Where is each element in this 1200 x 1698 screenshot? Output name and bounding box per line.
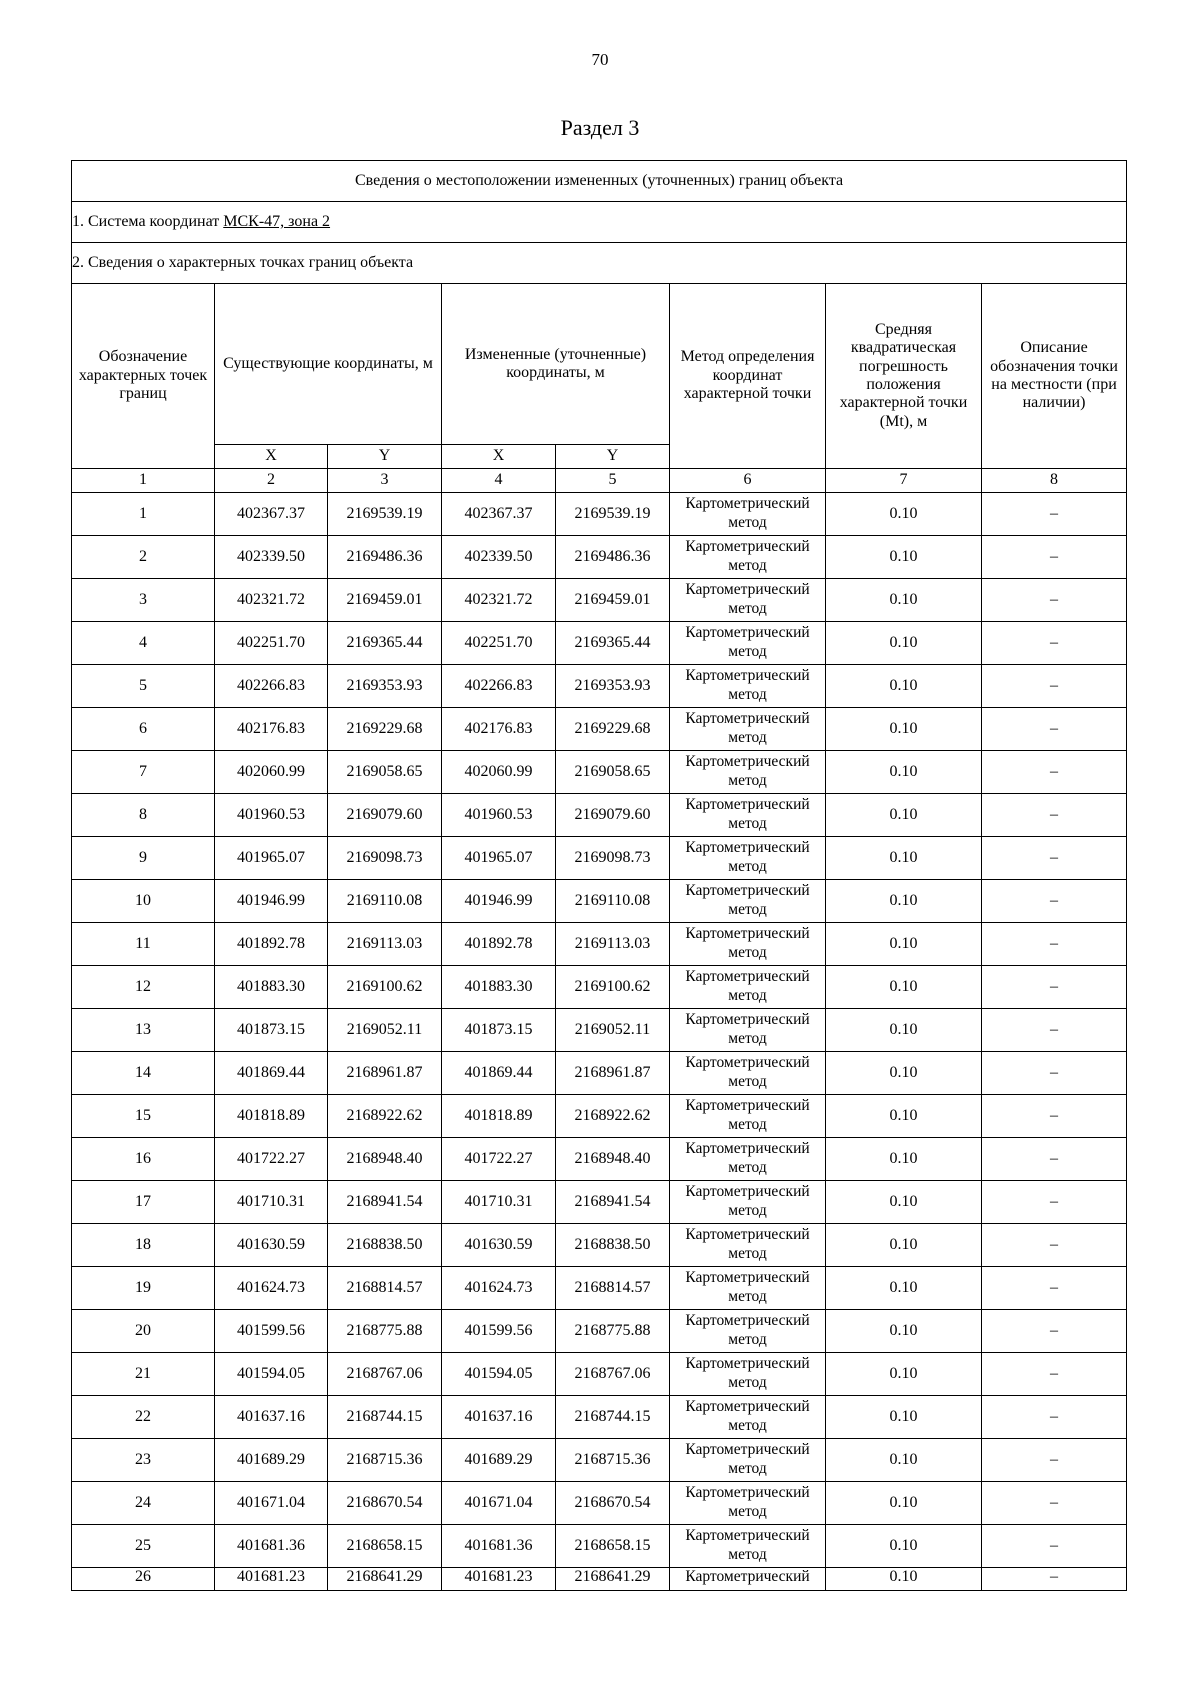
- existing-x-cell: 401671.04: [215, 1482, 328, 1525]
- existing-y-cell: 2169079.60: [328, 794, 442, 837]
- description-cell: –: [982, 1181, 1127, 1224]
- method-cell: Картометрический метод: [670, 1396, 826, 1439]
- description-cell: –: [982, 1482, 1127, 1525]
- method-cell: Картометрический метод: [670, 493, 826, 536]
- changed-x-cell: 401671.04: [442, 1482, 556, 1525]
- method-cell: Картометрический метод: [670, 1095, 826, 1138]
- changed-x-cell: 401681.23: [442, 1568, 556, 1591]
- changed-y-cell: 2169058.65: [556, 751, 670, 794]
- existing-x-cell: 402251.70: [215, 622, 328, 665]
- header-existing-y: Y: [328, 445, 442, 469]
- existing-y-cell: 2168814.57: [328, 1267, 442, 1310]
- changed-y-cell: 2168658.15: [556, 1525, 670, 1568]
- method-cell: Картометрический метод: [670, 665, 826, 708]
- changed-y-cell: 2169353.93: [556, 665, 670, 708]
- existing-x-cell: 401873.15: [215, 1009, 328, 1052]
- header-changed-x: X: [442, 445, 556, 469]
- existing-x-cell: 402339.50: [215, 536, 328, 579]
- description-cell: –: [982, 622, 1127, 665]
- point-number-cell: 7: [72, 751, 215, 794]
- existing-x-cell: 401710.31: [215, 1181, 328, 1224]
- changed-y-cell: 2168961.87: [556, 1052, 670, 1095]
- table-row: [72, 923, 1127, 966]
- header-existing-coords: Существующие координаты, м: [215, 284, 442, 445]
- existing-x-cell: 401892.78: [215, 923, 328, 966]
- changed-x-cell: 401965.07: [442, 837, 556, 880]
- table-row: [72, 536, 1127, 579]
- existing-y-cell: 2168941.54: [328, 1181, 442, 1224]
- existing-y-cell: 2168715.36: [328, 1439, 442, 1482]
- existing-y-cell: 2168838.50: [328, 1224, 442, 1267]
- table-row: [72, 1396, 1127, 1439]
- mean-error-cell: 0.10: [826, 708, 982, 751]
- changed-y-cell: 2168814.57: [556, 1267, 670, 1310]
- description-cell: –: [982, 1138, 1127, 1181]
- existing-x-cell: 401689.29: [215, 1439, 328, 1482]
- header-description: Описание обозначения точки на местности (при наличии): [982, 284, 1127, 469]
- mean-error-cell: 0.10: [826, 1310, 982, 1353]
- changed-x-cell: 401637.16: [442, 1396, 556, 1439]
- existing-x-cell: 401637.16: [215, 1396, 328, 1439]
- mean-error-cell: 0.10: [826, 1525, 982, 1568]
- mean-error-cell: 0.10: [826, 1224, 982, 1267]
- column-number: 6: [670, 469, 826, 493]
- table-row: [72, 1310, 1127, 1353]
- point-number-cell: 6: [72, 708, 215, 751]
- method-cell: Картометрический метод: [670, 1138, 826, 1181]
- mean-error-cell: 0.10: [826, 493, 982, 536]
- mean-error-cell: 0.10: [826, 1181, 982, 1224]
- existing-x-cell: 402176.83: [215, 708, 328, 751]
- mean-error-cell: 0.10: [826, 751, 982, 794]
- table-row: [72, 751, 1127, 794]
- method-cell: Картометрический метод: [670, 1181, 826, 1224]
- existing-y-cell: 2169459.01: [328, 579, 442, 622]
- table-row: [72, 880, 1127, 923]
- mean-error-cell: 0.10: [826, 1138, 982, 1181]
- changed-x-cell: 401681.36: [442, 1525, 556, 1568]
- method-cell: Картометрический метод: [670, 622, 826, 665]
- changed-y-cell: 2168775.88: [556, 1310, 670, 1353]
- changed-y-cell: 2169100.62: [556, 966, 670, 1009]
- mean-error-cell: 0.10: [826, 579, 982, 622]
- point-number-cell: 2: [72, 536, 215, 579]
- table-row: [72, 665, 1127, 708]
- mean-error-cell: 0.10: [826, 536, 982, 579]
- existing-y-cell: 2169052.11: [328, 1009, 442, 1052]
- method-cell: Картометрический метод: [670, 1439, 826, 1482]
- existing-x-cell: 401681.36: [215, 1525, 328, 1568]
- mean-error-cell: 0.10: [826, 665, 982, 708]
- existing-x-cell: 402321.72: [215, 579, 328, 622]
- column-number: 8: [982, 469, 1127, 493]
- existing-y-cell: 2168658.15: [328, 1525, 442, 1568]
- point-number-cell: 20: [72, 1310, 215, 1353]
- changed-y-cell: 2169459.01: [556, 579, 670, 622]
- method-cell: Картометрический метод: [670, 1482, 826, 1525]
- description-cell: –: [982, 1439, 1127, 1482]
- changed-x-cell: 401710.31: [442, 1181, 556, 1224]
- existing-x-cell: 401965.07: [215, 837, 328, 880]
- existing-x-cell: 401722.27: [215, 1138, 328, 1181]
- changed-x-cell: 402321.72: [442, 579, 556, 622]
- changed-x-cell: 402339.50: [442, 536, 556, 579]
- description-cell: –: [982, 1525, 1127, 1568]
- mean-error-cell: 0.10: [826, 622, 982, 665]
- changed-x-cell: 402266.83: [442, 665, 556, 708]
- changed-y-cell: 2169113.03: [556, 923, 670, 966]
- table-row: [72, 794, 1127, 837]
- changed-y-cell: 2168941.54: [556, 1181, 670, 1224]
- description-cell: –: [982, 1267, 1127, 1310]
- existing-y-cell: 2169113.03: [328, 923, 442, 966]
- description-cell: –: [982, 837, 1127, 880]
- existing-y-cell: 2169058.65: [328, 751, 442, 794]
- existing-y-cell: 2169098.73: [328, 837, 442, 880]
- method-cell: Картометрический метод: [670, 1353, 826, 1396]
- point-number-cell: 8: [72, 794, 215, 837]
- changed-y-cell: 2168922.62: [556, 1095, 670, 1138]
- method-cell: Картометрический метод: [670, 837, 826, 880]
- point-number-cell: 24: [72, 1482, 215, 1525]
- existing-y-cell: 2168744.15: [328, 1396, 442, 1439]
- method-cell: Картометрический метод: [670, 1267, 826, 1310]
- description-cell: –: [982, 579, 1127, 622]
- point-number-cell: 16: [72, 1138, 215, 1181]
- table-row: [72, 1181, 1127, 1224]
- column-number: 1: [72, 469, 215, 493]
- changed-y-cell: 2168715.36: [556, 1439, 670, 1482]
- changed-x-cell: 401869.44: [442, 1052, 556, 1095]
- method-cell: Картометрический метод: [670, 1052, 826, 1095]
- table-row: [72, 1525, 1127, 1568]
- changed-x-cell: 401624.73: [442, 1267, 556, 1310]
- changed-x-cell: 401630.59: [442, 1224, 556, 1267]
- coordinate-system-value: МСК-47, зона 2: [223, 212, 331, 230]
- table-row: [72, 708, 1127, 751]
- table-row: [72, 1009, 1127, 1052]
- column-number: 3: [328, 469, 442, 493]
- description-cell: –: [982, 493, 1127, 536]
- point-number-cell: 19: [72, 1267, 215, 1310]
- description-cell: –: [982, 923, 1127, 966]
- method-cell: Картометрический метод: [670, 751, 826, 794]
- description-cell: –: [982, 1396, 1127, 1439]
- page-number: 70: [591, 50, 609, 69]
- mean-error-cell: 0.10: [826, 1267, 982, 1310]
- existing-y-cell: 2168767.06: [328, 1353, 442, 1396]
- points-heading: 2. Сведения о характерных точках границ объекта: [72, 243, 1127, 284]
- existing-y-cell: 2169365.44: [328, 622, 442, 665]
- description-cell: –: [982, 1052, 1127, 1095]
- boundary-points-table: [71, 160, 1127, 1591]
- header-changed-coords: Измененные (уточненные) координаты, м: [442, 284, 670, 445]
- existing-y-cell: 2169486.36: [328, 536, 442, 579]
- mean-error-cell: 0.10: [826, 794, 982, 837]
- changed-x-cell: 401883.30: [442, 966, 556, 1009]
- existing-y-cell: 2169539.19: [328, 493, 442, 536]
- table-row: [72, 1095, 1127, 1138]
- description-cell: –: [982, 1353, 1127, 1396]
- section-title: Раздел 3: [560, 115, 640, 140]
- table-row: [72, 1482, 1127, 1525]
- point-number-cell: 9: [72, 837, 215, 880]
- point-number-cell: 22: [72, 1396, 215, 1439]
- method-cell: Картометрический метод: [670, 966, 826, 1009]
- coordinate-system: [72, 202, 1127, 243]
- column-number: 5: [556, 469, 670, 493]
- changed-x-cell: 401818.89: [442, 1095, 556, 1138]
- existing-y-cell: 2168922.62: [328, 1095, 442, 1138]
- table-row: [72, 1353, 1127, 1396]
- changed-y-cell: 2169052.11: [556, 1009, 670, 1052]
- existing-y-cell: 2169353.93: [328, 665, 442, 708]
- table-row: [72, 1138, 1127, 1181]
- changed-x-cell: 401722.27: [442, 1138, 556, 1181]
- header-existing-x: X: [215, 445, 328, 469]
- table-row: [72, 837, 1127, 880]
- point-number-cell: 23: [72, 1439, 215, 1482]
- method-cell: Картометрический метод: [670, 708, 826, 751]
- coordinate-system-label: 1. Система координат: [72, 212, 224, 230]
- method-cell: Картометрический метод: [670, 579, 826, 622]
- existing-x-cell: 401960.53: [215, 794, 328, 837]
- changed-x-cell: 402060.99: [442, 751, 556, 794]
- changed-y-cell: 2168641.29: [556, 1568, 670, 1591]
- mean-error-cell: 0.10: [826, 837, 982, 880]
- point-number-cell: 26: [72, 1568, 215, 1591]
- existing-y-cell: 2168670.54: [328, 1482, 442, 1525]
- existing-x-cell: 401883.30: [215, 966, 328, 1009]
- point-number-cell: 10: [72, 880, 215, 923]
- changed-x-cell: 402176.83: [442, 708, 556, 751]
- table-row: [72, 579, 1127, 622]
- changed-y-cell: 2169079.60: [556, 794, 670, 837]
- table-row: [72, 622, 1127, 665]
- point-number-cell: 12: [72, 966, 215, 1009]
- existing-y-cell: 2168641.29: [328, 1568, 442, 1591]
- changed-y-cell: 2169229.68: [556, 708, 670, 751]
- existing-y-cell: 2169100.62: [328, 966, 442, 1009]
- method-cell: Картометрический метод: [670, 923, 826, 966]
- point-number-cell: 13: [72, 1009, 215, 1052]
- description-cell: –: [982, 1224, 1127, 1267]
- changed-y-cell: 2168767.06: [556, 1353, 670, 1396]
- changed-y-cell: 2169098.73: [556, 837, 670, 880]
- existing-x-cell: 401946.99: [215, 880, 328, 923]
- changed-y-cell: 2168670.54: [556, 1482, 670, 1525]
- table-row: [72, 1224, 1127, 1267]
- existing-x-cell: 401818.89: [215, 1095, 328, 1138]
- mean-error-cell: 0.10: [826, 923, 982, 966]
- changed-y-cell: 2168838.50: [556, 1224, 670, 1267]
- description-cell: –: [982, 751, 1127, 794]
- changed-x-cell: 401689.29: [442, 1439, 556, 1482]
- column-number: 7: [826, 469, 982, 493]
- existing-x-cell: 402060.99: [215, 751, 328, 794]
- existing-y-cell: 2169229.68: [328, 708, 442, 751]
- existing-x-cell: 401681.23: [215, 1568, 328, 1591]
- point-number-cell: 25: [72, 1525, 215, 1568]
- existing-y-cell: 2168775.88: [328, 1310, 442, 1353]
- point-number-cell: 3: [72, 579, 215, 622]
- mean-error-cell: 0.10: [826, 1482, 982, 1525]
- mean-error-cell: 0.10: [826, 880, 982, 923]
- mean-error-cell: 0.10: [826, 1396, 982, 1439]
- mean-error-cell: 0.10: [826, 1439, 982, 1482]
- description-cell: –: [982, 1310, 1127, 1353]
- changed-x-cell: 401594.05: [442, 1353, 556, 1396]
- mean-error-cell: 0.10: [826, 1009, 982, 1052]
- column-number: 4: [442, 469, 556, 493]
- point-number-cell: 11: [72, 923, 215, 966]
- changed-y-cell: 2169486.36: [556, 536, 670, 579]
- changed-y-cell: 2168948.40: [556, 1138, 670, 1181]
- existing-x-cell: 401630.59: [215, 1224, 328, 1267]
- description-cell: –: [982, 794, 1127, 837]
- existing-x-cell: 402367.37: [215, 493, 328, 536]
- description-cell: –: [982, 536, 1127, 579]
- table-row: [72, 1439, 1127, 1482]
- point-number-cell: 14: [72, 1052, 215, 1095]
- table-row: [72, 1568, 1127, 1591]
- table-row: [72, 493, 1127, 536]
- existing-x-cell: 401594.05: [215, 1353, 328, 1396]
- header-changed-y: Y: [556, 445, 670, 469]
- changed-y-cell: 2168744.15: [556, 1396, 670, 1439]
- existing-y-cell: 2168961.87: [328, 1052, 442, 1095]
- method-cell: Картометрический метод: [670, 1525, 826, 1568]
- changed-x-cell: 401873.15: [442, 1009, 556, 1052]
- changed-x-cell: 401960.53: [442, 794, 556, 837]
- mean-error-cell: 0.10: [826, 1052, 982, 1095]
- description-cell: –: [982, 880, 1127, 923]
- mean-error-cell: 0.10: [826, 966, 982, 1009]
- mean-error-cell: 0.10: [826, 1568, 982, 1591]
- mean-error-cell: 0.10: [826, 1353, 982, 1396]
- table-row: [72, 966, 1127, 1009]
- point-number-cell: 1: [72, 493, 215, 536]
- changed-y-cell: 2169539.19: [556, 493, 670, 536]
- method-cell: Картометрический метод: [670, 1224, 826, 1267]
- changed-y-cell: 2169110.08: [556, 880, 670, 923]
- existing-x-cell: 401599.56: [215, 1310, 328, 1353]
- table-row: [72, 1052, 1127, 1095]
- description-cell: –: [982, 1009, 1127, 1052]
- method-cell: Картометрический метод: [670, 794, 826, 837]
- description-cell: –: [982, 665, 1127, 708]
- point-number-cell: 18: [72, 1224, 215, 1267]
- method-cell: Картометрический метод: [670, 1310, 826, 1353]
- point-number-cell: 21: [72, 1353, 215, 1396]
- changed-x-cell: 401946.99: [442, 880, 556, 923]
- existing-x-cell: 401624.73: [215, 1267, 328, 1310]
- existing-y-cell: 2168948.40: [328, 1138, 442, 1181]
- point-number-cell: 4: [72, 622, 215, 665]
- changed-x-cell: 401892.78: [442, 923, 556, 966]
- method-cell: Картометрический метод: [670, 880, 826, 923]
- changed-x-cell: 402367.37: [442, 493, 556, 536]
- table-title: Сведения о местоположении измененных (уточненных) границ объекта: [72, 161, 1127, 202]
- changed-y-cell: 2169365.44: [556, 622, 670, 665]
- existing-x-cell: 401869.44: [215, 1052, 328, 1095]
- header-method: Метод определения координат характерной точки: [670, 284, 826, 469]
- description-cell: –: [982, 966, 1127, 1009]
- description-cell: –: [982, 708, 1127, 751]
- changed-x-cell: 401599.56: [442, 1310, 556, 1353]
- point-number-cell: 5: [72, 665, 215, 708]
- existing-y-cell: 2169110.08: [328, 880, 442, 923]
- existing-x-cell: 402266.83: [215, 665, 328, 708]
- changed-x-cell: 402251.70: [442, 622, 556, 665]
- column-numbers-row: [72, 469, 1127, 493]
- method-cell: Картометрический метод: [670, 536, 826, 579]
- description-cell: –: [982, 1095, 1127, 1138]
- description-cell: –: [982, 1568, 1127, 1591]
- header-mean-error: Средняя квадратическая погрешность положения характерной точки (Mt), м: [826, 284, 982, 469]
- column-number: 2: [215, 469, 328, 493]
- method-cell: Картометрический: [670, 1568, 826, 1591]
- point-number-cell: 17: [72, 1181, 215, 1224]
- header-designation: Обозначение характерных точек границ: [72, 284, 215, 469]
- table-row: [72, 1267, 1127, 1310]
- method-cell: Картометрический метод: [670, 1009, 826, 1052]
- mean-error-cell: 0.10: [826, 1095, 982, 1138]
- point-number-cell: 15: [72, 1095, 215, 1138]
